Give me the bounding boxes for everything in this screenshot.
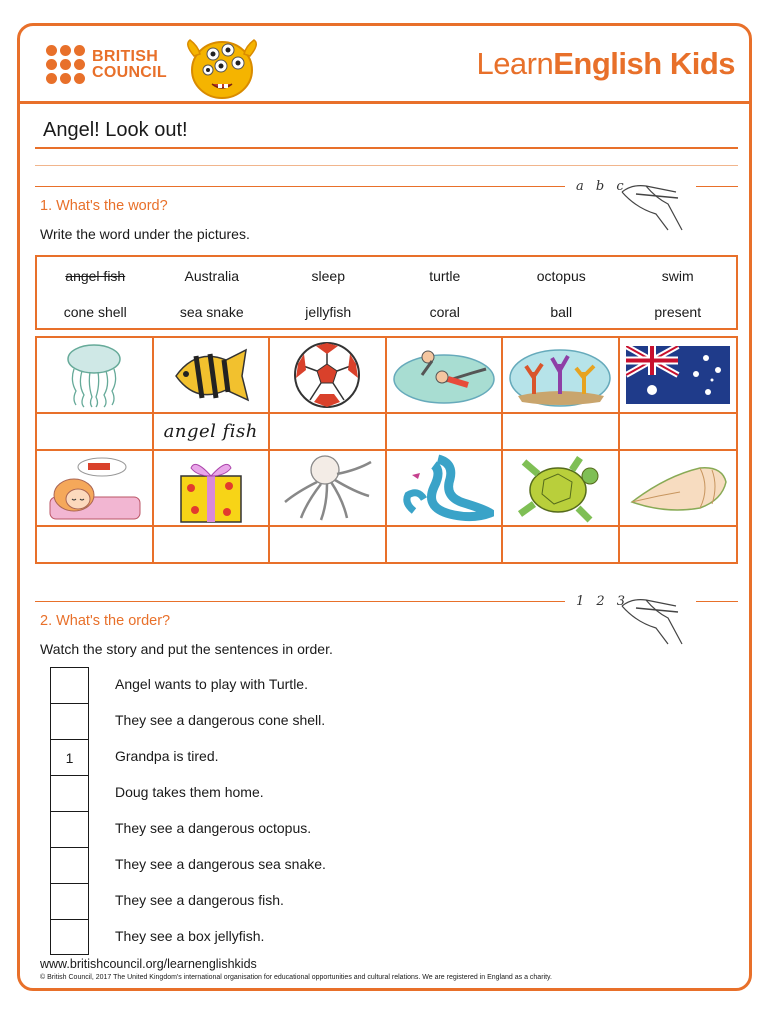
section1-heading: 1. What's the word? — [40, 198, 168, 214]
order-number-box[interactable] — [50, 667, 89, 703]
order-sentence: They see a dangerous octopus. — [115, 820, 312, 836]
order-sentence: Doug takes them home. — [115, 784, 264, 800]
ball-picture — [270, 338, 387, 414]
present-picture — [154, 451, 271, 527]
sea-snake-picture — [387, 451, 504, 527]
title-rule — [35, 165, 738, 166]
word-item: ball — [550, 304, 573, 320]
bc-logo-line2: COUNCIL — [92, 63, 167, 81]
order-row — [50, 667, 650, 703]
section2-divider — [35, 601, 565, 602]
order-number-box[interactable]: 1 — [50, 739, 89, 775]
angel-fish-picture — [154, 338, 271, 414]
bc-dots-icon — [46, 45, 85, 84]
order-sentence: They see a dangerous fish. — [115, 892, 284, 908]
order-number-box[interactable] — [50, 919, 89, 955]
order-row — [50, 811, 650, 847]
writing-hand-icon — [616, 588, 686, 648]
answer-cell[interactable] — [620, 527, 737, 564]
order-number-box[interactable] — [50, 703, 89, 739]
order-number-box[interactable] — [50, 811, 89, 847]
sleeping-girl-picture — [37, 451, 154, 527]
word-item: angel fish — [65, 267, 126, 284]
british-council-logo — [46, 45, 167, 84]
header — [20, 26, 749, 104]
order-row — [50, 775, 650, 811]
word-item: cone shell — [63, 304, 127, 320]
word-item: jellyfish — [305, 304, 352, 320]
answer-cell[interactable] — [503, 527, 620, 564]
section2-divider-end — [696, 601, 738, 602]
section1-instruction: Write the word under the pictures. — [40, 226, 250, 242]
order-list — [50, 667, 650, 955]
order-row — [50, 703, 650, 739]
order-row — [50, 883, 650, 919]
australian-flag-picture — [620, 338, 737, 414]
word-box — [35, 255, 738, 330]
coral-picture — [503, 338, 620, 414]
writing-hand-icon — [616, 174, 686, 234]
example-answer: angel fish — [163, 421, 258, 442]
order-row — [50, 739, 650, 775]
order-sentence: Angel wants to play with Turtle. — [115, 676, 308, 692]
word-item: turtle — [429, 267, 461, 284]
order-sentence: They see a dangerous cone shell. — [115, 712, 326, 728]
swimmer-picture — [387, 338, 504, 414]
footer-legal: © British Council, 2017 The United Kingdom's international organisation for educational opportunities and cultural relations. We are registered in England as a charity. — [40, 974, 552, 981]
word-item: octopus — [536, 267, 586, 284]
answer-cell[interactable] — [37, 527, 154, 564]
bc-logo-line1: BRITISH — [92, 47, 159, 65]
order-number-box[interactable] — [50, 883, 89, 919]
octopus-picture — [270, 451, 387, 527]
section1-divider — [35, 186, 565, 187]
picture-grid — [35, 336, 738, 564]
answer-cell[interactable] — [154, 527, 271, 564]
order-number-box[interactable] — [50, 775, 89, 811]
page-title: Angel! Look out! — [43, 119, 188, 141]
answer-cell[interactable] — [154, 414, 271, 451]
order-sentence: They see a dangerous sea snake. — [115, 856, 326, 872]
answer-cell[interactable] — [387, 527, 504, 564]
jellyfish-picture — [37, 338, 154, 414]
section2-heading: 2. What's the order? — [40, 613, 171, 629]
cone-shell-picture — [620, 451, 737, 527]
order-number-box[interactable] — [50, 847, 89, 883]
answer-cell[interactable] — [387, 414, 504, 451]
word-item: sleep — [311, 267, 345, 284]
word-item: sea snake — [179, 304, 244, 320]
123-numbers: 1 2 3 — [576, 594, 630, 609]
answer-cell[interactable] — [620, 414, 737, 451]
abc-letters: a b c — [576, 179, 628, 194]
answer-cell[interactable] — [270, 527, 387, 564]
section1-divider-end — [696, 186, 738, 187]
order-row — [50, 919, 650, 955]
footer-url[interactable]: www.britishcouncil.org/learnenglishkids — [40, 957, 257, 971]
word-item: swim — [661, 267, 694, 284]
turtle-picture — [503, 451, 620, 527]
learnenglish-kids-logo: LearnEnglish Kids — [476, 46, 735, 81]
title-underline — [35, 147, 738, 149]
monster-mascot-icon — [180, 36, 262, 102]
answer-cell[interactable] — [37, 414, 154, 451]
order-sentence: They see a box jellyfish. — [115, 928, 265, 944]
word-item: Australia — [184, 267, 239, 284]
word-item: coral — [429, 304, 460, 320]
answer-cell[interactable] — [503, 414, 620, 451]
order-sentence: Grandpa is tired. — [115, 748, 219, 764]
order-row — [50, 847, 650, 883]
word-item: present — [654, 304, 702, 320]
answer-cell[interactable] — [270, 414, 387, 451]
section2-instruction: Watch the story and put the sentences in order. — [40, 641, 333, 657]
